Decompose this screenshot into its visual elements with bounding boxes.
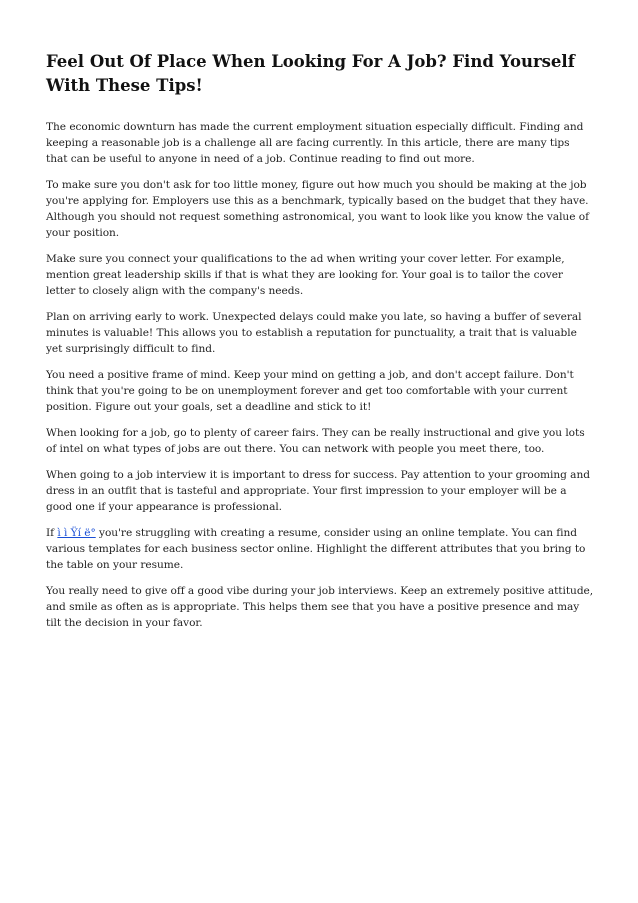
paragraph-good-vibe: You really need to give off a good vibe during your job interviews. Keep an extremely positive attitude, and smile as often as is appropriate. This helps them see that you have a positive presence and may tilt the decision in your favor. [46, 585, 594, 629]
paragraph-arrive-early: Plan on arriving early to work. Unexpected delays could make you late, so having a buffer of several minutes is valuable! This allows you to establish a reputation for punctuality, a trait that is valuable yet surprisingly difficult to find. [46, 311, 582, 355]
paragraph-resume [46, 525, 594, 573]
paragraph-dress: When going to a job interview it is important to dress for success. Pay attention to your grooming and dress in an outfit that is tasteful and appropriate. Your first impression to your employer will be a good one if your appearance is professional. [46, 469, 590, 513]
paragraph-salary: To make sure you don't ask for too little money, figure out how much you should be making at the job you're applying for. Employers use this as a benchmark, typically based on the budget that they have. Although you should not request something astronomical, you want to look like you know the value of your position. [46, 179, 589, 239]
document-page [46, 50, 594, 641]
paragraph-intro: The economic downturn has made the current employment situation especially difficult. Finding and keeping a reasonable job is a challenge all are facing currently. In this article, there are many tips that can be useful to anyone in need of a job. Continue reading to find out more. [46, 121, 584, 165]
paragraph-resume-before: If [46, 527, 58, 539]
paragraph-career-fairs: When looking for a job, go to plenty of career fairs. They can be really instructional and give you lots of intel on what types of jobs are out there. You can network with people you meet there, too. [46, 427, 585, 455]
paragraph-resume-after: you're struggling with creating a resume, consider using an online template. You can find various templates for each business sector online. Highlight the different attributes that you bring to the table on your resume. [46, 527, 586, 571]
paragraph-cover-letter: Make sure you connect your qualifications to the ad when writing your cover letter. For example, mention great leadership skills if that is what they are looking for. Your goal is to tailor the cover letter to closely align with the company's needs. [46, 253, 565, 297]
document-title: Feel Out Of Place When Looking For A Job? Find Yourself With These Tips! [46, 52, 575, 95]
paragraph-positive-mind: You need a positive frame of mind. Keep your mind on getting a job, and don't accept failure. Don't think that you're going to be on unemployment forever and get too comfortable with your current position. Figure out your goals, set a deadline and stick to it! [46, 369, 574, 413]
resume-link[interactable]: ì ì Ÿí ë° [57, 527, 96, 539]
